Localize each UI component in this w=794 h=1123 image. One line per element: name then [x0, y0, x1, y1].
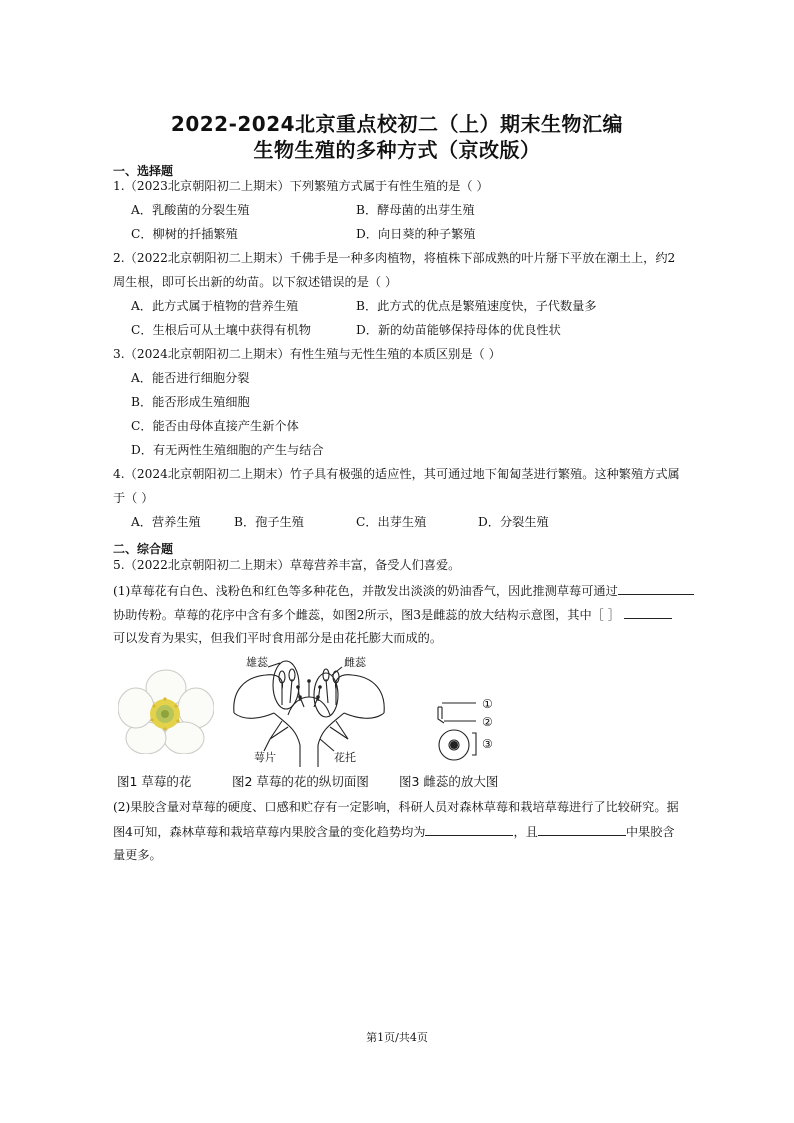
question-5-part1-line3: 可以发育为果实，但我们平时食用部分是由花托膨大而成的。 [113, 631, 443, 645]
question-1-option-c: C．柳树的扦插繁殖 [131, 227, 238, 241]
question-1-option-d: D．向日葵的种子繁殖 [356, 227, 476, 241]
question-5-part1-line1 [113, 582, 694, 599]
label-3: ③ [482, 737, 493, 751]
question-4-stem-line2: 于（ ） [113, 491, 154, 505]
figure-1-caption: 图1 草莓的花 [117, 774, 192, 789]
question-1-option-a: A．乳酸菌的分裂生殖 [131, 203, 250, 217]
question-5-part1-line2 [113, 606, 672, 623]
question-5-part2-text2: ，且 [513, 825, 538, 839]
question-2-option-c: C．生根后可从土壤中获得有机物 [131, 323, 311, 337]
answer-blank-structure[interactable] [624, 606, 672, 619]
question-2-option-a: A．此方式属于植物的营养生殖 [131, 299, 299, 313]
figure-1-flower-image [118, 668, 214, 754]
figure-2-caption: 图2 草莓的花的纵切面图 [232, 774, 369, 789]
question-2-stem-line1: 2.（2022北京朝阳初二上期末）千佛手是一种多肉植物，将植株下部成熟的叶片掰下平放在潮土上，约2 [113, 251, 676, 265]
label-stamen: 雄蕊 [246, 656, 268, 669]
label-receptacle: 花托 [334, 751, 356, 764]
question-5-part2-line1: (2)果胶含量对草莓的硬度、口感和贮存有一定影响，科研人员对森林草莓和栽培草莓进行了比较研究。据 [113, 800, 679, 814]
answer-blank-trend[interactable] [425, 823, 513, 836]
section-heading-comprehensive: 二、综合题 [113, 542, 174, 556]
question-4-stem-line1: 4.（2024北京朝阳初二上期末）竹子具有极强的适应性，其可通过地下匍匐茎进行繁殖。这种繁殖方式属 [113, 467, 680, 481]
question-5-part2-text1: 图4可知，森林草莓和栽培草莓内果胶含量的变化趋势均为 [113, 825, 426, 839]
figure-3-pistil-diagram [430, 695, 510, 763]
label-pistil: 雌蕊 [344, 656, 366, 669]
question-4-option-c: C．出芽生殖 [356, 515, 427, 529]
question-4-option-b: B．孢子生殖 [234, 515, 304, 529]
question-3-stem: 3.（2024北京朝阳初二上期末）有性生殖与无性生殖的本质区别是（ ） [113, 347, 501, 361]
document-subtitle: 生物生殖的多种方式（京改版） [253, 138, 541, 162]
figure-3-caption: 图3 雌蕊的放大图 [399, 774, 499, 789]
label-2: ② [482, 715, 493, 729]
question-2-option-b: B．此方式的优点是繁殖速度快，子代数量多 [356, 299, 597, 313]
question-4-option-a: A．营养生殖 [131, 515, 201, 529]
figure-2-flower-section-diagram [230, 655, 388, 767]
question-2-option-d: D．新的幼苗能够保持母体的优良性状 [356, 323, 561, 337]
page-footer: 第1页/共4页 [366, 1031, 428, 1044]
question-5-part1-text: (1)草莓花有白色、浅粉色和红色等多种花色，并散发出淡淡的奶油香气，因此推测草莓可通过 [113, 584, 618, 598]
label-sepal: 萼片 [254, 751, 276, 764]
label-1: ① [482, 697, 493, 711]
question-3-option-a: A．能否进行细胞分裂 [131, 371, 250, 385]
document-title: 2022-2024北京重点校初二（上）期末生物汇编 [170, 112, 624, 136]
question-1-option-b: B．酵母菌的出芽生殖 [356, 203, 475, 217]
question-5-part2-line3: 量更多。 [113, 848, 162, 862]
question-1-stem: 1.（2023北京朝阳初二上期末）下列繁殖方式属于有性生殖的是（ ） [113, 179, 489, 193]
question-3-option-c: C．能否由母体直接产生新个体 [131, 419, 299, 433]
question-3-option-d: D．有无两性生殖细胞的产生与结合 [131, 443, 324, 457]
question-5-part2-text3: 中果胶含 [625, 825, 675, 839]
question-5-part1-text2: 协助传粉。草莓的花序中含有多个雌蕊，如图2所示，图3是雌蕊的放大结构示意图，其中［ ］ [113, 608, 620, 622]
answer-blank-species[interactable] [538, 823, 626, 836]
question-5-stem: 5.（2022北京朝阳初二上期末）草莓营养丰富，备受人们喜爱。 [113, 558, 461, 572]
answer-blank-pollinator[interactable] [618, 582, 694, 595]
question-2-stem-line2: 周生根，即可长出新的幼苗。以下叙述错误的是（ ） [113, 275, 398, 289]
question-3-option-b: B．能否形成生殖细胞 [131, 395, 250, 409]
question-5-part2-line2 [113, 823, 675, 840]
question-4-option-d: D．分裂生殖 [478, 515, 549, 529]
section-heading-choice: 一、选择题 [113, 164, 174, 178]
